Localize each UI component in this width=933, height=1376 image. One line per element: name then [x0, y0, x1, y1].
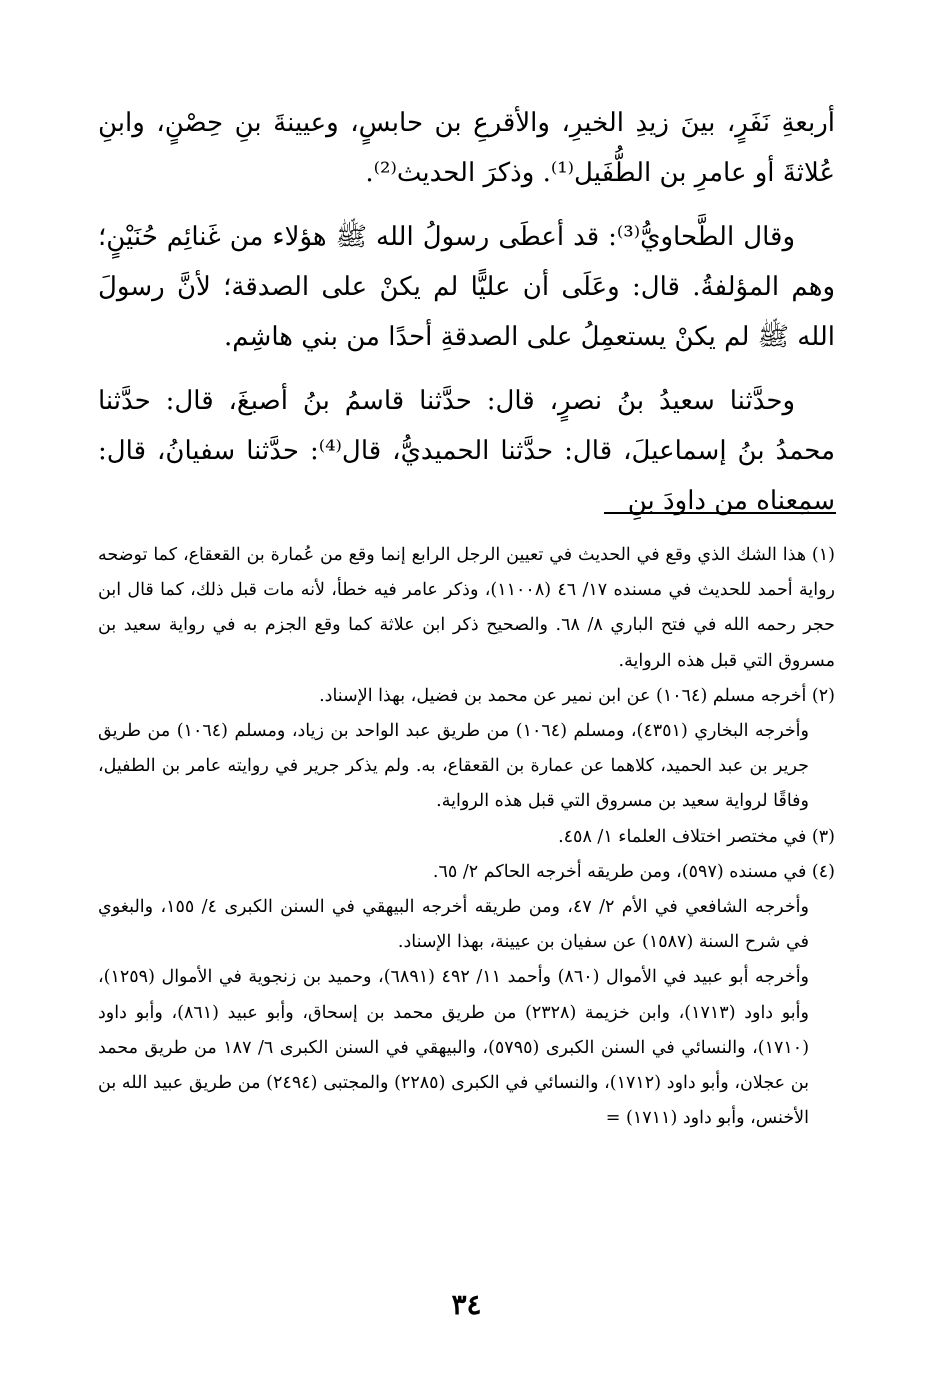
main-paragraph-2: وقال الطَّحاويُّ⁽³⁾: قد أعطَى رسولُ الله ﷺ هؤلاء من غَنائِم حُنَيْنٍ؛ وهم المؤلفةُ. قال: وعَلَى أن عليًّا لم يكنْ على الصدقة؛ لأنَّ رسولَ الله ﷺ لم يكنْ يستعمِلُ على الصدقةِ أحدًا من بني هاشِم.: [98, 222, 835, 352]
footnote-4-continuation-2: وأخرجه أبو عبيد في الأموال (٨٦٠) وأحمد ١١/ ٤٩٢ (٦٨٩١)، وحميد بن زنجوية في الأموال (١٢٥٩)، وأبو داود (١٧١٣)، وابن خزيمة (٢٣٢٨) من طريق محمد بن إسحاق، وأبو عبيد (٨٦١)، وأبو داود (١٧١٠)، والنسائي في السنن الكبرى (٥٧٩٥)، والبيهقي في السنن الكبرى ٦/ ١٨٧ من طريق محمد بن عجلان، وأبو داود (١٧١٢)، والنسائي في الكبرى (٢٢٨٥) والمجتبى (٢٤٩٤) من طريق عبيد الله بن الأخنس، وأبو داود (١٧١١) =: [98, 967, 810, 1129]
footnote-separator: [604, 512, 836, 514]
main-text: [98, 98, 835, 540]
footnote-4: (٤) في مسنده (٥٩٧)، ومن طريقه أخرجه الحاكم ٢/ ٦٥.: [432, 861, 835, 882]
footnotes: [98, 538, 835, 1136]
footnote-2-continuation: وأخرجه البخاري (٤٣٥١)، ومسلم (١٠٦٤) من طريق عبد الواحد بن زياد، ومسلم (١٠٦٤) من طريق جرير بن عبد الحميد، كلاهما عن عمارة بن القعقاع، به. ولم يذكر جرير في روايته عامر بن الطفيل، وفاقًا لرواية سعيد بن مسروق التي قبل هذه الرواية.: [98, 721, 809, 812]
main-paragraph-3: وحدَّثنا سعيدُ بنُ نصرٍ، قال: حدَّثنا قاسمُ بنُ أصبغَ، قال: حدَّثنا محمدُ بنُ إسماعيلَ، قال: حدَّثنا الحميديُّ، قال⁽⁴⁾: حدَّثنا سفيانُ، قال: سمِعناه من داودَ بنِ: [98, 386, 835, 516]
footnote-2: (٢) أخرجه مسلم (١٠٦٤) عن ابن نمير عن محمد بن فضيل، بهذا الإسناد.: [319, 685, 835, 706]
footnote-1: (١) هذا الشك الذي وقع في الحديث في تعيين الرجل الرابع إنما وقع من عُمارة بن القعقاع، كما توضحه رواية أحمد للحديث في مسنده ١٧/ ٤٦ (١١٠٠٨)، وذكر عامر فيه خطأ، لأنه مات قبل ذلك، كما قال ابن حجر رحمه الله في فتح الباري ٨/ ٦٨. والصحيح ذكر ابن علاثة كما وقع الجزم به في رواية سعيد بن مسروق التي قبل هذه الرواية.: [98, 545, 835, 671]
footnote-4-continuation-1: وأخرجه الشافعي في الأم ٢/ ٤٧، ومن طريقه أخرجه البيهقي في السنن الكبرى ٤/ ١٥٥، والبغوي في شرح السنة (١٥٨٧) عن سفيان بن عيينة، بهذا الإسناد.: [98, 897, 809, 953]
page-number: ٣٤: [451, 1288, 482, 1321]
footnote-3: (٣) في مختصر اختلاف العلماء ١/ ٤٥٨.: [558, 826, 835, 847]
main-paragraph-1: أربعةِ نَفَرٍ، بينَ زيدِ الخيرِ، والأقرعِ بن حابسٍ، وعيينةَ بنِ حِصْنٍ، وابنِ عُلاثةَ أو عامرِ بن الطُّفَيل⁽¹⁾. وذكرَ الحديث⁽²⁾.: [98, 108, 835, 188]
